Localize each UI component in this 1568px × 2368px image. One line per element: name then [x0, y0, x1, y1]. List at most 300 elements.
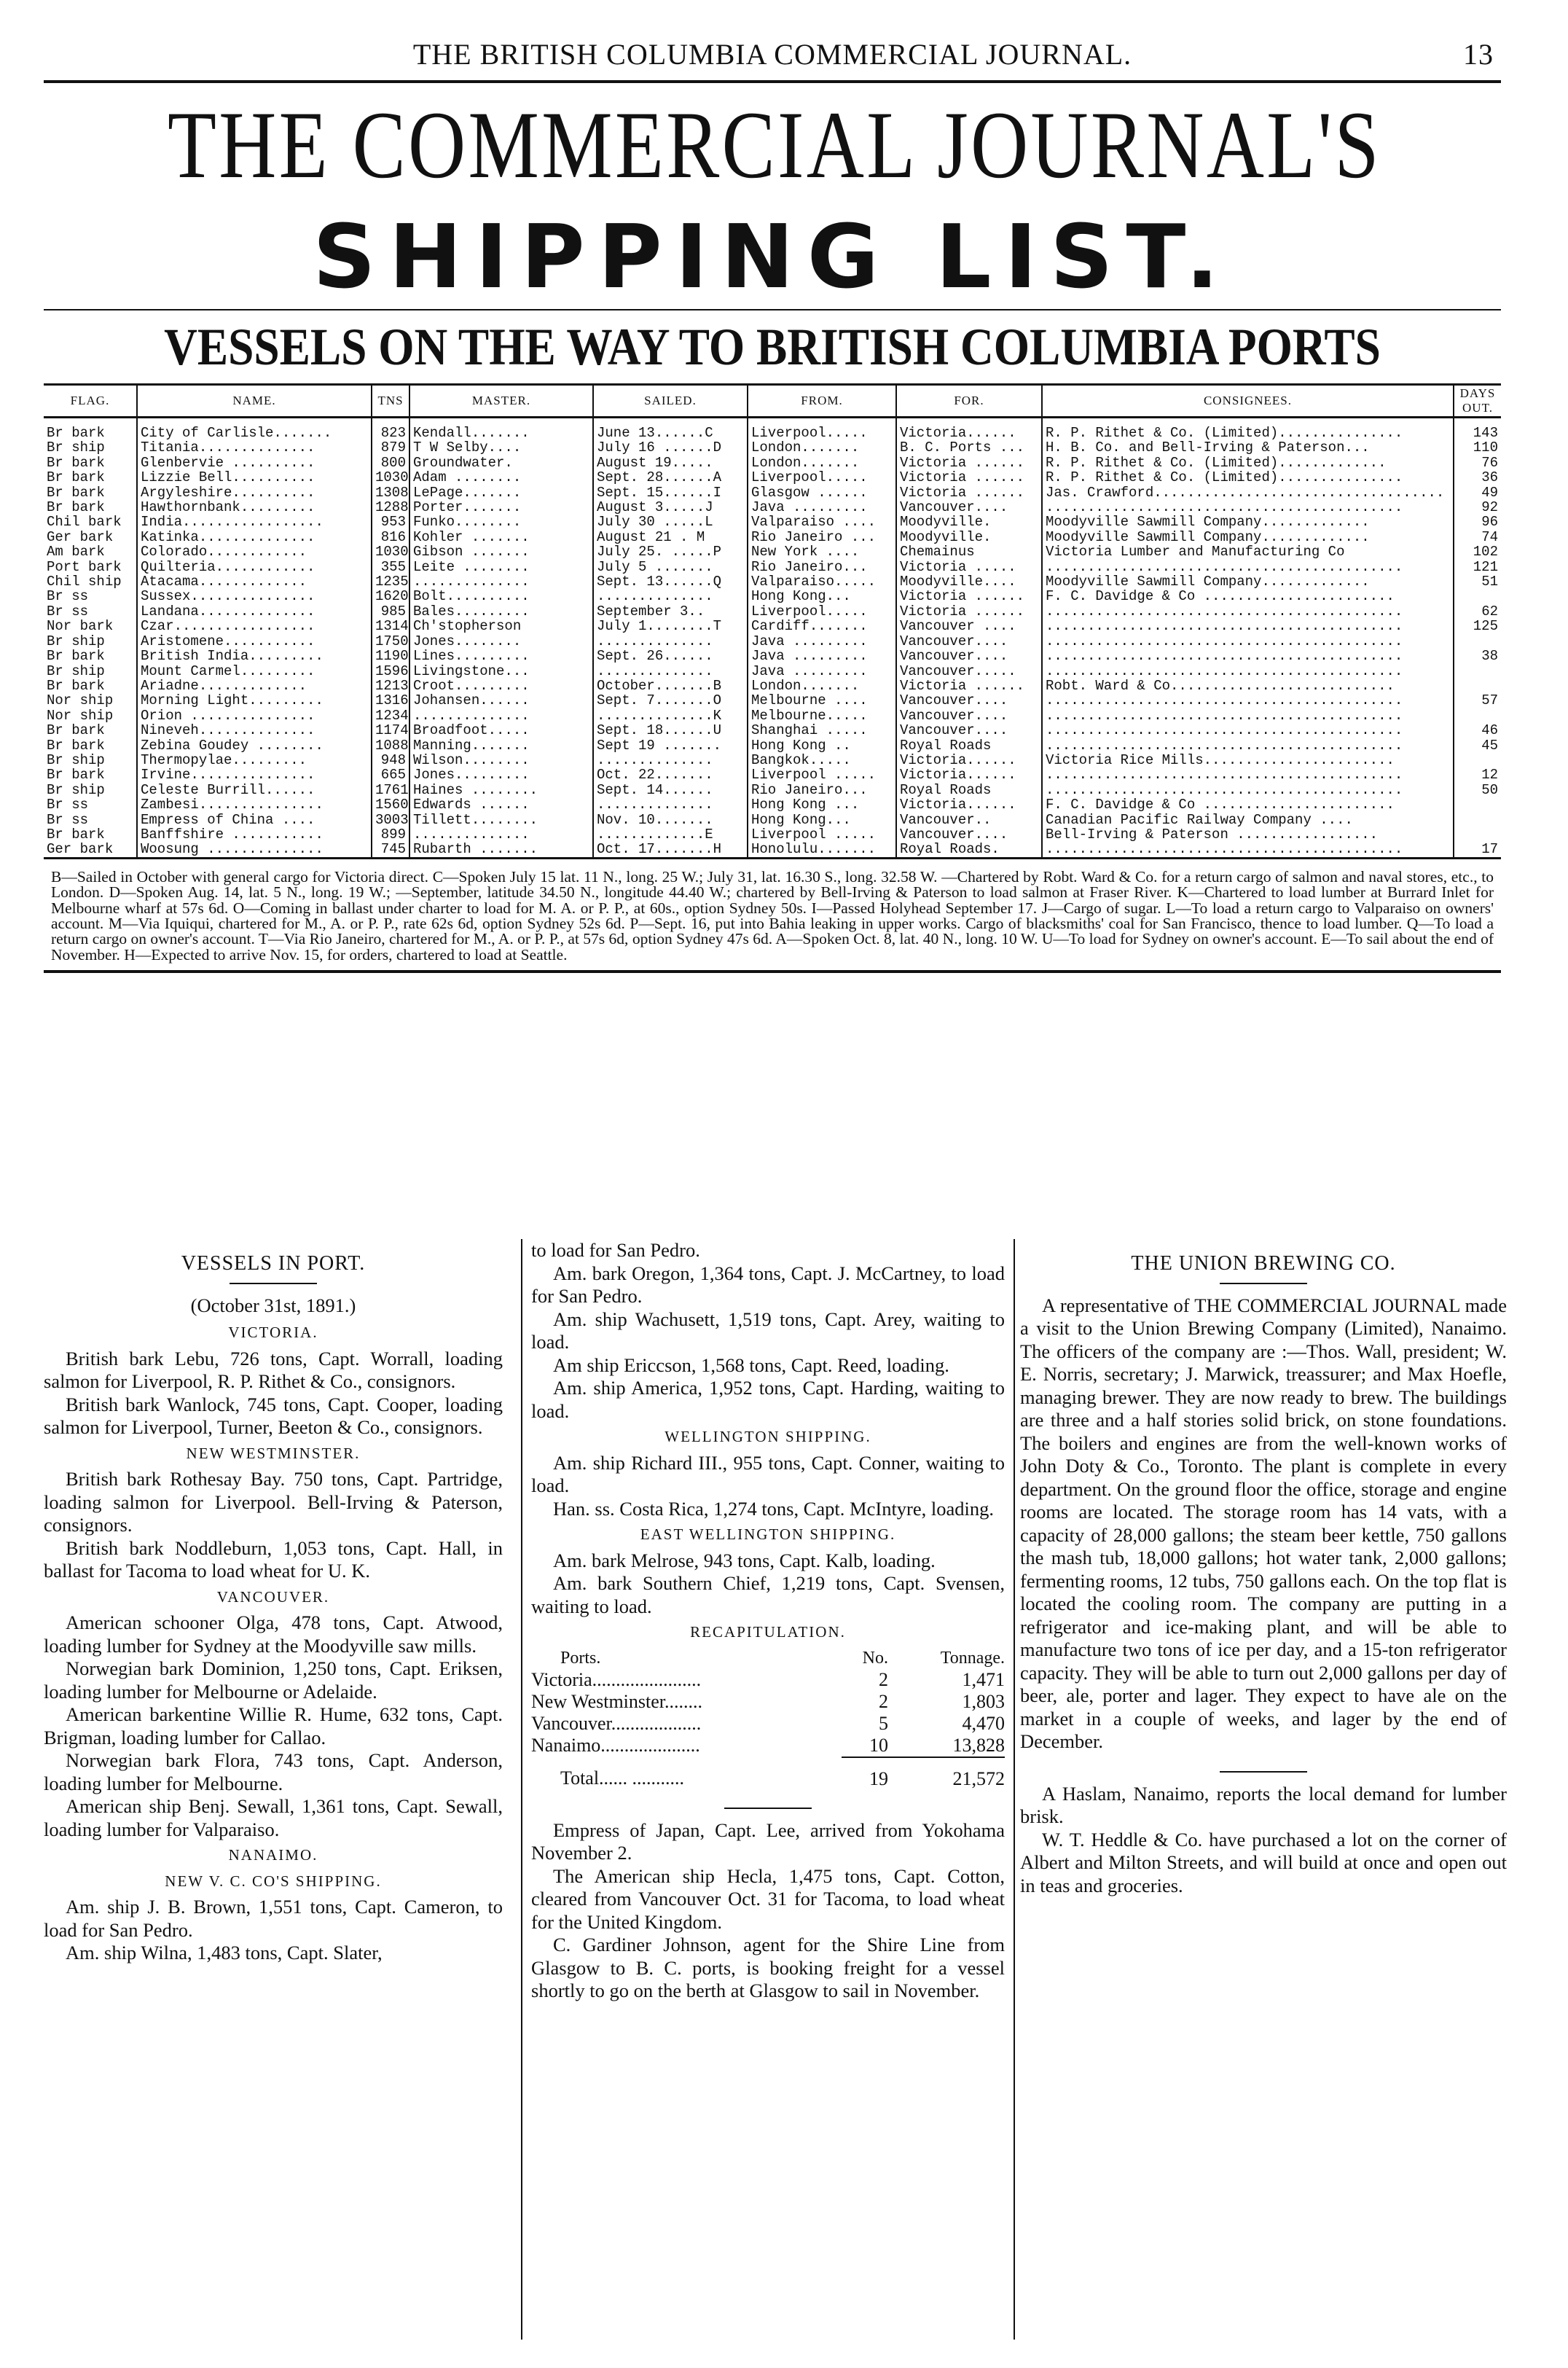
table-cell: Canadian Pacific Railway Company ....	[1042, 813, 1454, 827]
table-cell: Robt. Ward & Co...........................	[1042, 679, 1454, 693]
table-cell: Liverpool.....	[748, 604, 896, 619]
shipping-notes: B—Sailed in October with general cargo for Victoria direct. C—Spoken July 15 lat. 11 N., long. 25 W.; July 31, lat. 16.30 S., long. 32.58 W. —Chartered by Robt. Ward & Co. for a return cargo of salmon and naval stores, etc., to London. D—Spoken Aug. 14, lat. 5 N., long. 19 W.; —September, latitude 34.50 N., longitude 44.40 W.; chartered by Bell-Irving & Paterson to load salmon at Fraser River. K—Chartered to load lumber at Burrard Inlet for Melbourne wharf at 57s 6d. O—Coming in ballast under charter to load for M. A. or P. P., at 60s., option Sydney 50s. I—Passed Holyhead September 17. J—Cargo of sugar. L—To load a return cargo to Valparaiso on owners' account. M—Via Iquiqui, chartered for M., A. or P. P., rate 62s 6d, option Sydney 52s 6d. P—Sept. 16, put into Bahia leaking in upper works. Cargo of blacksmiths' coal for San Francisco, thence to load lumber. Q—To load a return cargo on owner's account. T—Via Rio Janeiro, chartered for M., A. or P. P., at 57s 6d, option Sydney 47s 6d. A—Spoken Oct. 8, lat. 40 N., long. 10 W. U—To load for Sydney on owner's account. E—To sail about the end of November. H—Expected to arrive Nov. 15, for orders, chartered to load at Seattle.	[51, 867, 1494, 964]
table-cell: Chil bark	[47, 515, 122, 530]
table-cell: ...........................................	[1042, 767, 1454, 782]
table-cell: F. C. Davidge & Co .......................	[1042, 797, 1454, 812]
table-cell: Porter.......	[409, 500, 593, 515]
news-item: The American ship Hecla, 1,475 tons, Capt. Cotton, cleared from Vancouver Oct. 31 for Tacoma, to load wheat for the United Kingdom.	[531, 1864, 1005, 1933]
table-cell: Valparaiso.....	[748, 574, 896, 589]
table-row	[44, 753, 1501, 767]
table-cell: 800	[372, 456, 409, 470]
table-cell: 1174	[372, 723, 409, 738]
table-cell: 92	[1454, 500, 1501, 515]
table-cell: 879	[372, 440, 409, 455]
table-cell: Bell-Irving & Paterson .................	[1042, 827, 1454, 842]
table-row	[44, 418, 1501, 441]
table-cell: Orion ...............	[137, 708, 372, 723]
table-cell: Sept. 7.......O	[593, 693, 748, 708]
table-cell: Bolt..........	[409, 589, 593, 603]
recap-row	[531, 1691, 1005, 1713]
table-cell: 46	[1454, 723, 1501, 738]
table-cell: Sept. 14......	[593, 783, 748, 797]
table-cell: Moodyville Sawmill Company.............	[1042, 574, 1454, 589]
table-cell: Nor ship	[47, 693, 114, 708]
recap-col-no: No.	[862, 1648, 888, 1668]
table-cell: R. P. Rithet & Co. (Limited).............	[1042, 456, 1454, 470]
table-cell: Liverpool .....	[748, 767, 896, 782]
table-cell: Br bark	[47, 723, 105, 738]
table-cell: 96	[1454, 515, 1501, 529]
table-cell: 1288	[372, 500, 409, 515]
table-cell: ..............K	[593, 708, 748, 723]
table-cell: Glasgow ......	[748, 485, 896, 500]
table-cell: Funko........	[409, 515, 593, 529]
column-header: FROM.	[748, 385, 896, 418]
recapitulation-subhead: RECAPITULATION.	[690, 1623, 846, 1641]
recap-row	[531, 1669, 1005, 1691]
table-cell: 110	[1454, 440, 1501, 455]
vessel-entry: to load for San Pedro.	[531, 1239, 700, 1261]
recap-cell: 1,471	[962, 1668, 1005, 1690]
article-columns	[44, 1239, 1507, 2340]
table-cell: Kohler .......	[409, 530, 593, 544]
table-cell: July 5 .......	[593, 560, 748, 574]
table-cell: Sussex...............	[137, 589, 372, 603]
table-row	[44, 574, 1501, 589]
table-cell: 1761	[372, 783, 409, 797]
table-cell: Empress of China ....	[137, 813, 372, 827]
table-cell: Livingstone...	[409, 664, 593, 679]
table-cell: 1235	[372, 574, 409, 589]
table-cell: British India.........	[137, 649, 372, 663]
table-cell: Honolulu.......	[748, 842, 896, 858]
table-cell: Br ship	[47, 752, 105, 768]
table-cell: London.......	[748, 440, 896, 455]
table-cell: Lizzie Bell..........	[137, 470, 372, 485]
table-cell: Vancouver....	[896, 500, 1042, 515]
recap-row	[531, 1735, 1005, 1757]
table-cell: 74	[1454, 530, 1501, 544]
table-row	[44, 500, 1501, 515]
vessel-entry: British bark Lebu, 726 tons, Capt. Worrall, loading salmon for Liverpool, R. P. Rithet & Co., consignors.	[44, 1347, 503, 1392]
table-cell: Nov. 10.......	[593, 813, 748, 827]
table-cell: R. P. Rithet & Co. (Limited)...............	[1042, 418, 1454, 441]
table-cell: Rio Janeiro...	[748, 783, 896, 797]
table-row	[44, 723, 1501, 738]
table-cell: Br ship	[47, 440, 105, 456]
table-cell: Victoria .....	[896, 560, 1042, 574]
new-westminster-subhead: NEW WESTMINSTER.	[186, 1444, 361, 1462]
table-cell: July 25. .....P	[593, 544, 748, 559]
table-cell: Chemainus	[896, 544, 1042, 559]
table-cell: ...........................................	[1042, 664, 1454, 679]
table-cell: Katinka..............	[137, 530, 372, 544]
recap-cell: Victoria.......................	[531, 1668, 702, 1690]
table-cell: ...........................................	[1042, 649, 1454, 663]
table-cell: Leite ........	[409, 560, 593, 574]
table-cell: 985	[372, 604, 409, 619]
table-cell: Oct. 17.......H	[593, 842, 748, 858]
table-cell: Java .........	[748, 649, 896, 663]
table-cell: Oct. 22.......	[593, 767, 748, 782]
table-cell: Kendall.......	[409, 418, 593, 441]
table-cell: Victoria ......	[896, 604, 1042, 619]
table-cell: 45	[1454, 738, 1501, 753]
table-cell: Gibson .......	[409, 544, 593, 559]
table-cell: Irvine...............	[137, 767, 372, 782]
table-cell: Br bark	[47, 738, 105, 753]
recap-row	[531, 1713, 1005, 1735]
table-cell: 76	[1454, 456, 1501, 470]
table-cell: Shanghai .....	[748, 723, 896, 738]
table-cell: October.......B	[593, 679, 748, 693]
table-cell: 816	[372, 530, 409, 544]
victoria-subhead: VICTORIA.	[228, 1324, 318, 1341]
table-cell: Moodyville Sawmill Company.............	[1042, 515, 1454, 529]
table-cell	[1454, 797, 1501, 812]
table-cell: Ger bark	[44, 842, 137, 858]
table-cell: 50	[1454, 783, 1501, 797]
recap-cell: 1,803	[962, 1690, 1005, 1712]
table-cell: Br ss	[47, 603, 89, 620]
table-cell: Ch'stopherson	[409, 619, 593, 633]
table-cell: 355	[372, 560, 409, 574]
table-row	[44, 560, 1501, 574]
table-cell: Moodyville Sawmill Company.............	[1042, 530, 1454, 544]
table-cell: T W Selby....	[409, 440, 593, 455]
table-cell: Edwards ......	[409, 797, 593, 812]
table-cell: Hong Kong...	[748, 589, 896, 603]
table-cell: .............E	[593, 827, 748, 842]
table-cell: Hong Kong ..	[748, 738, 896, 753]
table-cell: Ger bark	[47, 529, 114, 545]
news-item: Empress of Japan, Capt. Lee, arrived from Yokohama November 2.	[531, 1818, 1005, 1864]
table-cell: 1750	[372, 634, 409, 649]
table-cell: July 30 .....L	[593, 515, 748, 529]
table-cell	[1454, 813, 1501, 827]
table-cell: 1316	[372, 693, 409, 708]
table-cell: September 3..	[593, 604, 748, 619]
recap-header-row	[531, 1647, 1005, 1669]
table-cell: Melbourne.....	[748, 708, 896, 723]
recap-cell: 2	[878, 1690, 888, 1712]
table-cell: Sept 19 .......	[593, 738, 748, 753]
vessel-entry: British bark Rothesay Bay. 750 tons, Capt. Partridge, loading salmon for Liverpool. Bell-Irving & Paterson, consignors.	[44, 1468, 503, 1536]
union-brewing-heading: THE UNION BREWING CO.	[1131, 1252, 1396, 1275]
table-cell: Vancouver....	[896, 708, 1042, 723]
table-cell: 121	[1454, 560, 1501, 574]
table-cell: Victoria......	[896, 418, 1042, 441]
table-row	[44, 738, 1501, 753]
table-cell: 143	[1454, 418, 1501, 441]
table-row	[44, 515, 1501, 529]
table-cell: Jas. Crawford...................................	[1042, 485, 1454, 500]
table-cell: Br bark	[47, 649, 105, 664]
page-number: 13	[1463, 38, 1494, 71]
table-cell: Nineveh..............	[137, 723, 372, 738]
table-cell: 1030	[372, 470, 409, 485]
journal-title: THE BRITISH COLUMBIA COMMERCIAL JOURNAL.	[412, 38, 1132, 71]
column-header: FOR.	[896, 385, 1042, 418]
table-cell: Victoria ......	[896, 456, 1042, 470]
table-cell: 49	[1454, 485, 1501, 500]
table-cell: ..............	[409, 827, 593, 842]
table-cell: 1213	[372, 679, 409, 693]
recap-cell: 10	[869, 1734, 888, 1756]
column-header: MASTER.	[409, 385, 593, 418]
table-cell: Moodyville.	[896, 530, 1042, 544]
table-cell: London.......	[748, 679, 896, 693]
table-row	[44, 619, 1501, 633]
vessel-entry: Norwegian bark Flora, 743 tons, Capt. Anderson, loading lumber for Melbourne.	[44, 1749, 503, 1794]
recap-cell: 13,828	[952, 1734, 1005, 1756]
table-row	[44, 842, 1501, 858]
column-header: NAME.	[137, 385, 372, 418]
table-cell: Cardiff.......	[748, 619, 896, 633]
table-cell: Zebina Goudey ........	[137, 738, 372, 753]
table-cell: June 13......C	[593, 418, 748, 441]
table-cell: Nor bark	[47, 619, 114, 634]
table-cell: Tillett........	[409, 813, 593, 827]
table-cell: Thermopylae.........	[137, 753, 372, 767]
recap-cell: New Westminster........	[531, 1690, 703, 1712]
table-cell	[1454, 634, 1501, 649]
table-cell: ...........................................	[1042, 500, 1454, 515]
short-rule	[230, 1283, 317, 1284]
table-cell: ...........................................	[1042, 634, 1454, 649]
table-row	[44, 708, 1501, 723]
table-row	[44, 827, 1501, 842]
vessel-entry: Am. bark Melrose, 943 tons, Capt. Kalb, loading.	[553, 1549, 936, 1571]
column-shipping-continued	[521, 1239, 1015, 2340]
table-cell: Br bark	[47, 827, 105, 843]
recap-cell: 4,470	[962, 1712, 1005, 1734]
vessel-entry: American barkentine Willie R. Hume, 632 tons, Capt. Brigman, loading lumber for Callao.	[44, 1703, 503, 1748]
table-cell: Chil ship	[47, 574, 122, 590]
vessel-entry: Am. ship Wilna, 1,483 tons, Capt. Slater,	[66, 1942, 383, 1963]
table-cell: Ariadne.............	[137, 679, 372, 693]
vessel-entry: American ship Benj. Sewall, 1,361 tons, Capt. Sewall, loading lumber for Valparaiso.	[44, 1795, 503, 1840]
table-cell: 1190	[372, 649, 409, 663]
table-cell: Victoria Rice Mills.......................	[1042, 753, 1454, 767]
table-cell: Sept. 26......	[593, 649, 748, 663]
table-cell: Liverpool .....	[748, 827, 896, 842]
table-cell: B. C. Ports ...	[896, 440, 1042, 455]
table-cell: Rio Janeiro...	[748, 560, 896, 574]
table-row	[44, 604, 1501, 619]
table-cell: Br ship	[47, 633, 105, 649]
table-cell: Celeste Burrill......	[137, 783, 372, 797]
vessel-entry: Am. ship Wachusett, 1,519 tons, Capt. Arey, waiting to load.	[531, 1308, 1005, 1353]
table-cell: Glenbervie ..........	[137, 456, 372, 470]
table-cell: Colorado............	[137, 544, 372, 559]
table-cell: ...........................................	[1042, 738, 1454, 753]
masthead-subtitle: SHIPPING LIST.	[313, 207, 1232, 308]
table-cell	[1454, 664, 1501, 679]
table-cell: Vancouver ....	[896, 619, 1042, 633]
notes-rule	[44, 970, 1501, 973]
table-cell: 3003	[372, 813, 409, 827]
table-cell: Hawthornbank.........	[137, 500, 372, 515]
table-row	[44, 767, 1501, 782]
vessel-entry: Am ship Ericcson, 1,568 tons, Capt. Reed, loading.	[553, 1353, 949, 1376]
table-cell: City of Carlisle.......	[137, 418, 372, 441]
table-cell: ..............	[409, 574, 593, 589]
table-cell: Vancouver....	[896, 827, 1042, 842]
vessel-entry: British bark Wanlock, 745 tons, Capt. Cooper, loading salmon for Liverpool, Turner, Beeton & Co., consignors.	[44, 1393, 503, 1438]
table-row	[44, 456, 1501, 470]
table-cell: ..............	[593, 753, 748, 767]
table-cell: Am bark	[47, 544, 105, 560]
table-cell: Titania..............	[137, 440, 372, 455]
table-cell: ..............	[593, 664, 748, 679]
table-cell: Br bark	[47, 455, 105, 471]
table-cell: Argyleshire..........	[137, 485, 372, 500]
table-cell: Jones........	[409, 634, 593, 649]
wellington-subhead: WELLINGTON SHIPPING.	[665, 1428, 871, 1445]
table-row	[44, 813, 1501, 827]
table-row	[44, 634, 1501, 649]
table-cell: Br bark	[47, 767, 105, 783]
table-cell: ...........................................	[1042, 723, 1454, 738]
table-cell: Bangkok.....	[748, 753, 896, 767]
table-cell: ...........................................	[1042, 619, 1454, 633]
column-header: FLAG.	[44, 385, 137, 418]
running-head	[44, 29, 1501, 80]
table-row	[44, 783, 1501, 797]
table-header-row	[44, 385, 1501, 418]
recap-col-tonnage: Tonnage.	[940, 1648, 1005, 1668]
table-cell: Royal Roads	[896, 738, 1042, 753]
news-item: C. Gardiner Johnson, agent for the Shire Line from Glasgow to B. C. ports, is booking freight for a vessel shortly to go on the berth at Glasgow to sail in November.	[531, 1934, 1005, 2001]
table-cell: 948	[372, 753, 409, 767]
table-cell: Liverpool.....	[748, 418, 896, 441]
table-cell: 1088	[372, 738, 409, 753]
table-cell: London.......	[748, 456, 896, 470]
table-cell: 1314	[372, 619, 409, 633]
table-cell	[1454, 827, 1501, 842]
table-row	[44, 544, 1501, 559]
vessel-entry: Am. bark Oregon, 1,364 tons, Capt. J. McCartney, to load for San Pedro.	[531, 1262, 1005, 1307]
table-cell: ..............	[593, 797, 748, 812]
vessel-entry: American schooner Olga, 478 tons, Capt. Atwood, loading lumber for Sydney at the Moodyville saw mills.	[44, 1611, 503, 1657]
table-cell: Atacama.............	[137, 574, 372, 589]
news-item: A Haslam, Nanaimo, reports the local demand for lumber brisk.	[1020, 1782, 1507, 1827]
table-cell: Quilteria............	[137, 560, 372, 574]
vessel-entry: Norwegian bark Dominion, 1,250 tons, Capt. Eriksen, loading lumber for Melbourne or Adelaide.	[44, 1657, 503, 1703]
vessel-entry: Am. ship America, 1,952 tons, Capt. Harding, waiting to load.	[531, 1377, 1005, 1422]
table-cell: Mount Carmel.........	[137, 664, 372, 679]
table-row	[44, 470, 1501, 485]
table-cell: 102	[1454, 544, 1501, 559]
table-cell: 953	[372, 515, 409, 529]
table-cell: ...........................................	[1042, 560, 1454, 574]
section-heading: VESSELS ON THE WAY TO BRITISH COLUMBIA PORTS	[164, 318, 1381, 376]
table-cell: Victoria......	[896, 797, 1042, 812]
table-cell: 665	[372, 767, 409, 782]
table-cell: Vancouver..	[896, 813, 1042, 827]
table-cell: Victoria ......	[896, 679, 1042, 693]
table-cell: Royal Roads	[896, 783, 1042, 797]
table-cell: Vancouver....	[896, 723, 1042, 738]
column-header: SAILED.	[593, 385, 748, 418]
article-body: A representative of THE COMMERCIAL JOURNAL made a visit to the Union Brewing Company (Limited), Nanaimo. The officers of the company are :—Thos. Wall, president; W. E. Norris, secretary; J. Marwick, treassurer; and Max Hoefle, managing brewer. They are now ready to brew. The buildings are three and a half stories solid brick, on stone foundations. The boilers and engines are from the well-known works of John Doty & Co., Toronto. The plant is complete in every department. On the ground floor the office, storage and engine rooms are located. The storage room has 14 vats, with a capacity of 28,000 gallons; the steam beer kettle, 750 gallons the mash tub, 18,000 gallons; hot water tank, 2,000 gallons; fermenting rooms, 12 tubs, 750 gallons each. On the top flat is located the cooling room. The company are putting in a refrigerator and ice-making plant, and will be able to manufacture two tons of ice per day, and a 15-ton refrigerator capacity. They will be able to turn out 2,000 gallons per day of beer, ale, porter and lager. They expect to have ale on the market in a couple of weeks, and lager by the end of December.	[1020, 1294, 1507, 1752]
table-cell: ...........................................	[1042, 783, 1454, 797]
table-row	[44, 589, 1501, 603]
recap-total-row	[531, 1757, 1005, 1790]
table-cell: R. P. Rithet & Co. (Limited)...............	[1042, 470, 1454, 485]
table-cell: July 1........T	[593, 619, 748, 633]
table-cell: Lines.........	[409, 649, 593, 663]
table-cell: 1560	[372, 797, 409, 812]
table-cell: 745	[372, 842, 409, 858]
masthead-title: THE COMMERCIAL JOURNAL'S	[168, 91, 1381, 198]
table-cell: Victoria......	[896, 767, 1042, 782]
table-cell: Java .........	[748, 634, 896, 649]
nanaimo-subhead: NANAIMO.	[228, 1846, 318, 1864]
table-row	[44, 649, 1501, 663]
table-cell: August 21 . M	[593, 530, 748, 544]
table-cell: Melbourne ....	[748, 693, 896, 708]
recapitulation-table	[531, 1647, 1005, 1790]
table-cell: 57	[1454, 693, 1501, 708]
table-cell: Rubarth .......	[409, 842, 593, 858]
table-cell: Moodyville.	[896, 515, 1042, 529]
table-row	[44, 530, 1501, 544]
report-date: (October 31st, 1891.)	[190, 1294, 356, 1316]
table-cell: 1234	[372, 708, 409, 723]
recap-cell: Vancouver...................	[531, 1712, 702, 1734]
table-cell: Manning.......	[409, 738, 593, 753]
table-cell: Sept. 18......U	[593, 723, 748, 738]
vessel-entry: Am. ship J. B. Brown, 1,551 tons, Capt. Cameron, to load for San Pedro.	[44, 1896, 503, 1941]
vessels-in-port-heading: VESSELS IN PORT.	[181, 1252, 366, 1275]
table-cell	[1454, 679, 1501, 693]
table-cell: Rio Janeiro ...	[748, 530, 896, 544]
table-cell: Java .........	[748, 664, 896, 679]
vancouver-subhead: VANCOUVER.	[216, 1587, 330, 1606]
column-union-brewing	[1013, 1239, 1507, 1897]
table-cell: Croot.........	[409, 679, 593, 693]
table-cell: Nor ship	[47, 708, 114, 724]
table-cell: ..............	[593, 589, 748, 603]
table-cell: Groundwater.	[409, 456, 593, 470]
vessel-entry: Am. bark Southern Chief, 1,219 tons, Capt. Svensen, waiting to load.	[531, 1572, 1005, 1617]
table-cell: 12	[1454, 767, 1501, 782]
new-vc-co-subhead: NEW V. C. CO'S SHIPPING.	[165, 1872, 382, 1890]
table-cell: Zambesi...............	[137, 797, 372, 812]
table-cell: ...........................................	[1042, 693, 1454, 708]
table-cell: Sept. 15......I	[593, 485, 748, 500]
table-cell: ..............	[409, 708, 593, 723]
table-cell: Victoria ......	[896, 589, 1042, 603]
table-cell: July 16 ......D	[593, 440, 748, 455]
table-cell: 17	[1454, 842, 1501, 858]
table-cell: Morning Light.........	[137, 693, 372, 708]
table-cell: Jones.........	[409, 767, 593, 782]
table-cell: Liverpool.....	[748, 470, 896, 485]
vessel-entry: British bark Noddleburn, 1,053 tons, Capt. Hall, in ballast for Tacoma to load wheat for U. K.	[44, 1536, 503, 1582]
table-cell: 823	[372, 418, 409, 441]
table-cell: Vancouver....	[896, 693, 1042, 708]
table-cell: Aristomene...........	[137, 634, 372, 649]
table-cell: 899	[372, 827, 409, 842]
table-cell: Banffshire ...........	[137, 827, 372, 842]
table-cell: 1030	[372, 544, 409, 559]
vessel-entry: Am. ship Richard III., 955 tons, Capt. Conner, waiting to load.	[531, 1451, 1005, 1496]
column-vessels-in-port	[44, 1239, 511, 1965]
recap-total-label: Total...... ...........	[560, 1767, 685, 1789]
